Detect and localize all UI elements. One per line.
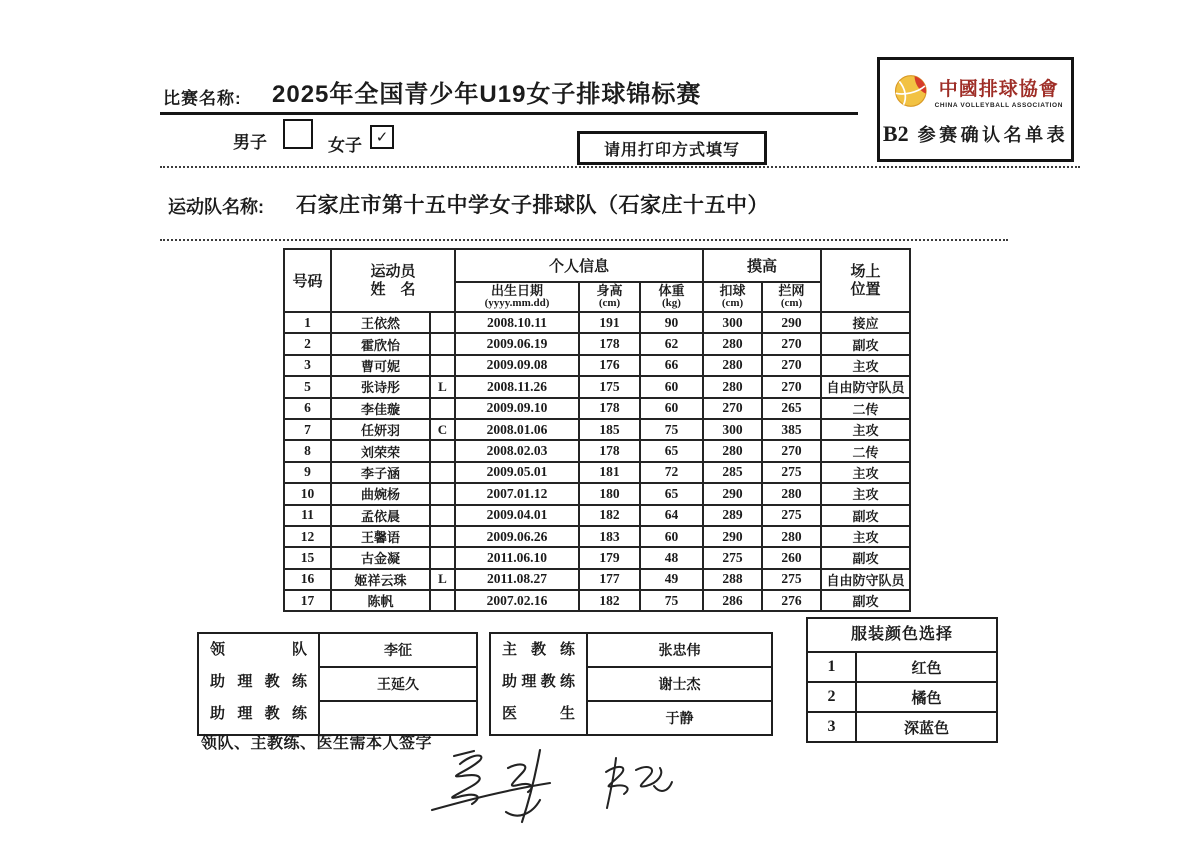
roster-cell-mark: [430, 398, 455, 419]
uniform-color-row: [808, 681, 996, 711]
roster-body: [284, 312, 910, 611]
roster-cell-name: 曲婉杨: [331, 483, 430, 504]
roster-row: [284, 590, 910, 611]
staff-value-head-coach: 张忠伟: [588, 634, 771, 668]
color-value: 红色: [911, 659, 942, 677]
roster-cell-weight: 75: [640, 419, 703, 440]
roster-cell-spike: 280: [703, 376, 762, 397]
roster-cell-height: 191: [579, 312, 640, 333]
roster-cell-weight: 72: [640, 462, 703, 483]
roster-cell-spike: 280: [703, 440, 762, 461]
position-line2: 位置: [850, 280, 881, 298]
dotted-separator-top: [160, 166, 1080, 168]
roster-cell-position: 二传: [821, 440, 910, 461]
form-title: 参赛确认名单表: [917, 125, 1069, 145]
col-header-block: [762, 282, 821, 312]
roster-cell-birth: 2009.04.01: [455, 505, 579, 526]
birth-format: (yyyy.mm.dd): [484, 297, 550, 310]
roster-cell-mark: C: [430, 419, 455, 440]
checkmark-icon: ✓: [375, 129, 389, 146]
staff-label-assistant-coach-2: 助理教练: [210, 705, 307, 722]
roster-cell-weight: 49: [640, 569, 703, 590]
roster-cell-name: 王依然: [331, 312, 430, 333]
staff-value-assistant-coach-1: 王延久: [320, 668, 476, 702]
roster-cell-block: 275: [762, 462, 821, 483]
roster-cell-position: 副攻: [821, 590, 910, 611]
col-header-personal-info: 个人信息: [455, 249, 703, 282]
roster-cell-mark: [430, 483, 455, 504]
roster-row: [284, 333, 910, 354]
roster-cell-position: 自由防守队员: [821, 376, 910, 397]
roster-cell-name: 霍欣怡: [331, 333, 430, 354]
roster-cell-position: 主攻: [821, 526, 910, 547]
roster-cell-number: 16: [284, 569, 331, 590]
roster-cell-block: 385: [762, 419, 821, 440]
col-header-spike: [703, 282, 762, 312]
roster-cell-name: 曹可妮: [331, 355, 430, 376]
roster-cell-weight: 60: [640, 398, 703, 419]
roster-cell-height: 177: [579, 569, 640, 590]
col-header-reach: 摸高: [703, 249, 821, 282]
association-name-en: CHINA VOLLEYBALL ASSOCIATION: [934, 101, 1063, 109]
roster-table: [283, 248, 911, 612]
female-checkbox-checked: [370, 125, 394, 149]
roster-cell-spike: 300: [703, 419, 762, 440]
roster-cell-block: 280: [762, 483, 821, 504]
form-code: B2: [882, 121, 909, 146]
roster-cell-number: 2: [284, 333, 331, 354]
roster-cell-position: 主攻: [821, 483, 910, 504]
roster-cell-mark: [430, 590, 455, 611]
roster-cell-spike: 290: [703, 483, 762, 504]
male-checkbox: [283, 119, 313, 149]
col-header-athlete: [331, 249, 455, 312]
male-label: 男子: [233, 133, 267, 152]
roster-cell-block: 265: [762, 398, 821, 419]
col-header-height: [579, 282, 640, 312]
roster-cell-number: 10: [284, 483, 331, 504]
roster-cell-block: 275: [762, 505, 821, 526]
col-header-number: 号码: [284, 249, 331, 312]
staff-label-head-coach: 主教练: [502, 641, 575, 658]
female-label: 女子: [328, 136, 362, 155]
uniform-color-row: [808, 651, 996, 681]
roster-cell-birth: 2009.09.08: [455, 355, 579, 376]
roster-cell-number: 8: [284, 440, 331, 461]
roster-cell-block: 260: [762, 547, 821, 568]
roster-cell-birth: 2008.11.26: [455, 376, 579, 397]
staff-label-assistant-coach-3: 助理教练: [502, 673, 575, 690]
roster-cell-name: 李子涵: [331, 462, 430, 483]
volleyball-icon: [894, 70, 928, 112]
color-rank: 2: [808, 683, 857, 711]
roster-row: [284, 547, 910, 568]
spike-label: 扣球: [719, 283, 746, 299]
staff-label-doctor: 医生: [502, 705, 575, 722]
roster-cell-name: 张诗彤: [331, 376, 430, 397]
uniform-color-table: [806, 617, 998, 743]
roster-cell-weight: 60: [640, 376, 703, 397]
roster-cell-mark: [430, 440, 455, 461]
roster-cell-position: 副攻: [821, 333, 910, 354]
roster-cell-height: 180: [579, 483, 640, 504]
roster-cell-birth: 2007.02.16: [455, 590, 579, 611]
roster-cell-mark: [430, 355, 455, 376]
roster-cell-number: 6: [284, 398, 331, 419]
team-name-label: 运动队名称:: [168, 197, 264, 217]
roster-cell-position: 副攻: [821, 505, 910, 526]
roster-cell-block: 270: [762, 355, 821, 376]
roster-cell-number: 7: [284, 419, 331, 440]
roster-cell-block: 270: [762, 440, 821, 461]
logo-text: [935, 74, 1063, 109]
roster-row: [284, 569, 910, 590]
roster-cell-block: 270: [762, 333, 821, 354]
roster-cell-weight: 60: [640, 526, 703, 547]
roster-cell-block: 275: [762, 569, 821, 590]
roster-cell-spike: 270: [703, 398, 762, 419]
staff-right-labels: [491, 634, 588, 734]
roster-cell-weight: 90: [640, 312, 703, 333]
color-value: 深蓝色: [903, 719, 949, 737]
color-rank: 1: [808, 653, 857, 681]
roster-cell-mark: [430, 312, 455, 333]
roster-cell-name: 李佳璇: [331, 398, 430, 419]
roster-cell-spike: 280: [703, 333, 762, 354]
roster-cell-birth: 2009.06.19: [455, 333, 579, 354]
roster-cell-mark: L: [430, 569, 455, 590]
competition-name-label: 比赛名称:: [163, 89, 242, 108]
roster-cell-weight: 62: [640, 333, 703, 354]
color-value: 橘色: [911, 689, 942, 707]
staff-label-team-leader: 领队: [210, 641, 307, 658]
roster-cell-birth: 2009.06.26: [455, 526, 579, 547]
col-header-weight: [640, 282, 703, 312]
weight-label: 体重: [658, 283, 685, 299]
roster-cell-mark: [430, 526, 455, 547]
uniform-color-row: [808, 711, 996, 741]
color-rank: 3: [808, 713, 857, 741]
roster-cell-birth: 2009.09.10: [455, 398, 579, 419]
roster-cell-number: 1: [284, 312, 331, 333]
roster-cell-spike: 289: [703, 505, 762, 526]
roster-cell-mark: [430, 505, 455, 526]
staff-right-values: [588, 634, 771, 734]
roster-cell-height: 179: [579, 547, 640, 568]
roster-cell-number: 9: [284, 462, 331, 483]
uniform-color-title: 服装颜色选择: [850, 626, 953, 643]
roster-cell-name: 刘荣荣: [331, 440, 430, 461]
roster-cell-birth: 2011.08.27: [455, 569, 579, 590]
birth-label: 出生日期: [490, 283, 543, 299]
roster-cell-number: 11: [284, 505, 331, 526]
signature-zhang: [432, 750, 550, 822]
dotted-separator-team: [160, 239, 1008, 241]
roster-cell-position: 主攻: [821, 462, 910, 483]
roster-cell-height: 178: [579, 398, 640, 419]
roster-cell-position: 二传: [821, 398, 910, 419]
roster-row: [284, 419, 910, 440]
roster-cell-weight: 75: [640, 590, 703, 611]
position-line1: 场上: [850, 263, 881, 281]
team-name-value: 石家庄市第十五中学女子排球队（石家庄十五中）: [296, 194, 769, 217]
roster-cell-position: 自由防守队员: [821, 569, 910, 590]
staff-table-left: [197, 632, 478, 736]
roster-row: [284, 355, 910, 376]
staff-left-labels: [199, 634, 320, 734]
roster-cell-height: 182: [579, 590, 640, 611]
roster-cell-number: 17: [284, 590, 331, 611]
roster-cell-number: 12: [284, 526, 331, 547]
competition-name-value: 2025年全国青少年U19女子排球锦标赛: [272, 81, 702, 108]
roster-cell-spike: 288: [703, 569, 762, 590]
roster-cell-height: 185: [579, 419, 640, 440]
roster-cell-mark: [430, 333, 455, 354]
roster-cell-weight: 65: [640, 440, 703, 461]
print-instruction-box: 请用打印方式填写: [577, 131, 767, 165]
signature-note: 领队、主教练、医生需本人签字: [201, 735, 433, 752]
roster-cell-weight: 65: [640, 483, 703, 504]
roster-cell-block: 280: [762, 526, 821, 547]
height-label: 身高: [596, 283, 623, 299]
signature-li: [606, 758, 672, 808]
roster-row: [284, 440, 910, 461]
roster-cell-height: 176: [579, 355, 640, 376]
col-header-position: [821, 249, 910, 312]
roster-cell-block: 290: [762, 312, 821, 333]
height-unit: (cm): [598, 297, 621, 310]
roster-cell-spike: 275: [703, 547, 762, 568]
roster-cell-position: 主攻: [821, 419, 910, 440]
roster-cell-number: 15: [284, 547, 331, 568]
spike-unit: (cm): [721, 297, 744, 310]
roster-cell-position: 副攻: [821, 547, 910, 568]
roster-cell-birth: 2008.10.11: [455, 312, 579, 333]
association-name-cn: 中國排球協會: [938, 78, 1059, 100]
handwritten-signatures: [420, 740, 700, 835]
roster-cell-spike: 300: [703, 312, 762, 333]
roster-row: [284, 376, 910, 397]
staff-value-assistant-coach-3: 谢士杰: [588, 668, 771, 702]
block-label: 拦网: [778, 283, 805, 299]
roster-cell-name: 陈帆: [331, 590, 430, 611]
roster-cell-spike: 290: [703, 526, 762, 547]
form-title-line: [882, 121, 1069, 147]
roster-cell-birth: 2009.05.01: [455, 462, 579, 483]
roster-cell-weight: 48: [640, 547, 703, 568]
roster-cell-height: 178: [579, 440, 640, 461]
roster-cell-weight: 64: [640, 505, 703, 526]
block-unit: (cm): [780, 297, 803, 310]
roster-cell-name: 孟依晨: [331, 505, 430, 526]
roster-cell-spike: 286: [703, 590, 762, 611]
staff-value-team-leader: 李征: [320, 634, 476, 668]
roster-row: [284, 462, 910, 483]
roster-cell-spike: 280: [703, 355, 762, 376]
roster-cell-name: 姬祥云珠: [331, 569, 430, 590]
roster-cell-block: 270: [762, 376, 821, 397]
staff-table-right: [489, 632, 773, 736]
roster-cell-mark: [430, 462, 455, 483]
roster-row: [284, 526, 910, 547]
athlete-line1: 运动员: [370, 263, 416, 281]
staff-value-doctor: 于静: [665, 710, 694, 726]
roster-cell-name: 任妍羽: [331, 419, 430, 440]
roster-cell-mark: [430, 547, 455, 568]
roster-cell-name: 王馨语: [331, 526, 430, 547]
roster-cell-height: 178: [579, 333, 640, 354]
roster-row: [284, 398, 910, 419]
roster-cell-birth: 2011.06.10: [455, 547, 579, 568]
roster-cell-number: 3: [284, 355, 331, 376]
roster-cell-weight: 66: [640, 355, 703, 376]
roster-cell-name: 古金凝: [331, 547, 430, 568]
roster-cell-position: 主攻: [821, 355, 910, 376]
competition-name-underline: [160, 112, 858, 115]
roster-cell-mark: L: [430, 376, 455, 397]
roster-cell-height: 181: [579, 462, 640, 483]
staff-left-values: [320, 634, 476, 734]
logo-top-row: [888, 70, 1063, 112]
roster-cell-height: 182: [579, 505, 640, 526]
roster-cell-height: 183: [579, 526, 640, 547]
roster-row: [284, 505, 910, 526]
roster-cell-birth: 2007.01.12: [455, 483, 579, 504]
roster-cell-height: 175: [579, 376, 640, 397]
roster-cell-block: 276: [762, 590, 821, 611]
roster-cell-birth: 2008.02.03: [455, 440, 579, 461]
roster-cell-number: 5: [284, 376, 331, 397]
roster-row: [284, 312, 910, 333]
weight-unit: (kg): [662, 297, 681, 310]
staff-label-assistant-coach-1: 助理教练: [210, 673, 307, 690]
association-logo-box: [877, 57, 1074, 162]
roster-row: [284, 483, 910, 504]
roster-cell-position: 接应: [821, 312, 910, 333]
roster-cell-birth: 2008.01.06: [455, 419, 579, 440]
col-header-birth: [455, 282, 579, 312]
roster-cell-spike: 285: [703, 462, 762, 483]
athlete-line2: 姓 名: [370, 280, 416, 298]
